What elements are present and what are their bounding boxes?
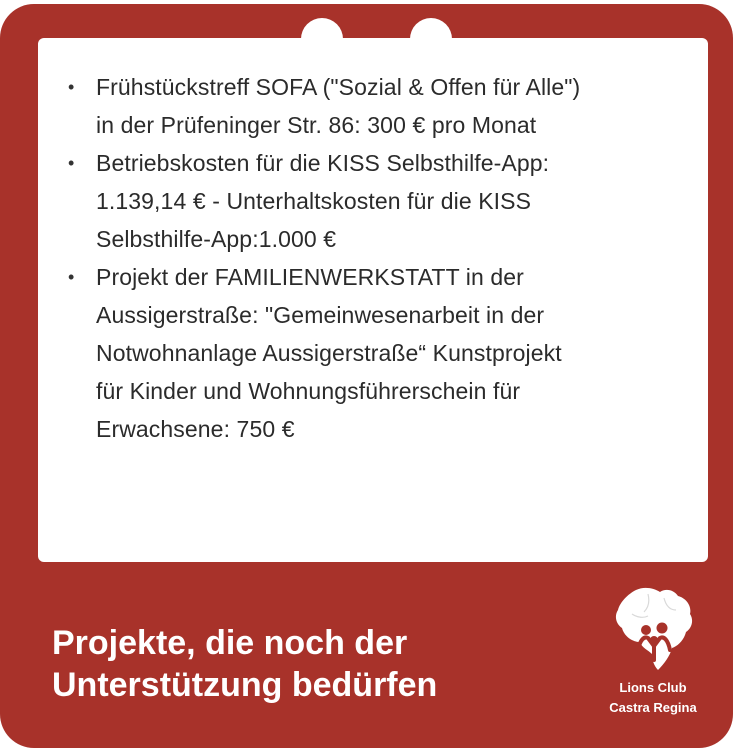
item-text-line: Frühstückstreff SOFA ("Sozial & Offen für Alle") [96, 74, 581, 100]
project-list [58, 68, 680, 448]
list-item [58, 258, 680, 448]
item-text-line: für Kinder und Wohnungsführerschein für [96, 378, 521, 404]
logo-line-1: Lions Club [619, 680, 687, 695]
logo-caption [588, 678, 718, 718]
list-item [58, 68, 680, 144]
item-text-line: Betriebskosten für die KISS Selbsthilfe-App: [96, 150, 550, 176]
heading-line-2: Unterstützung bedürfen [52, 666, 438, 704]
item-text-line: in der Prüfeninger Str. 86: 300 € pro Monat [96, 112, 537, 138]
lions-club-logo [588, 584, 718, 724]
bullet-icon: • [68, 77, 75, 97]
section-heading [52, 622, 437, 706]
item-text-line: Notwohnanlage Aussigerstraße“ Kunstprojekt [96, 340, 562, 366]
item-text-line: 1.139,14 € - Unterhaltskosten für die KISS [96, 188, 532, 214]
item-text-line: Selbsthilfe-App:1.000 € [96, 226, 337, 252]
list-item [58, 144, 680, 258]
project-card [0, 4, 733, 748]
item-text-line: Erwachsene: 750 € [96, 416, 295, 442]
item-text-line: Projekt der FAMILIENWERKSTATT in der [96, 264, 524, 290]
bullet-icon: • [68, 153, 75, 173]
bullet-icon: • [68, 267, 75, 287]
item-text-line: Aussigerstraße: "Gemeinwesenarbeit in der [96, 302, 545, 328]
logo-line-2: Castra Regina [609, 700, 697, 715]
heading-line-1: Projekte, die noch der [52, 624, 408, 662]
lions-club-africa-map-icon [608, 584, 698, 674]
